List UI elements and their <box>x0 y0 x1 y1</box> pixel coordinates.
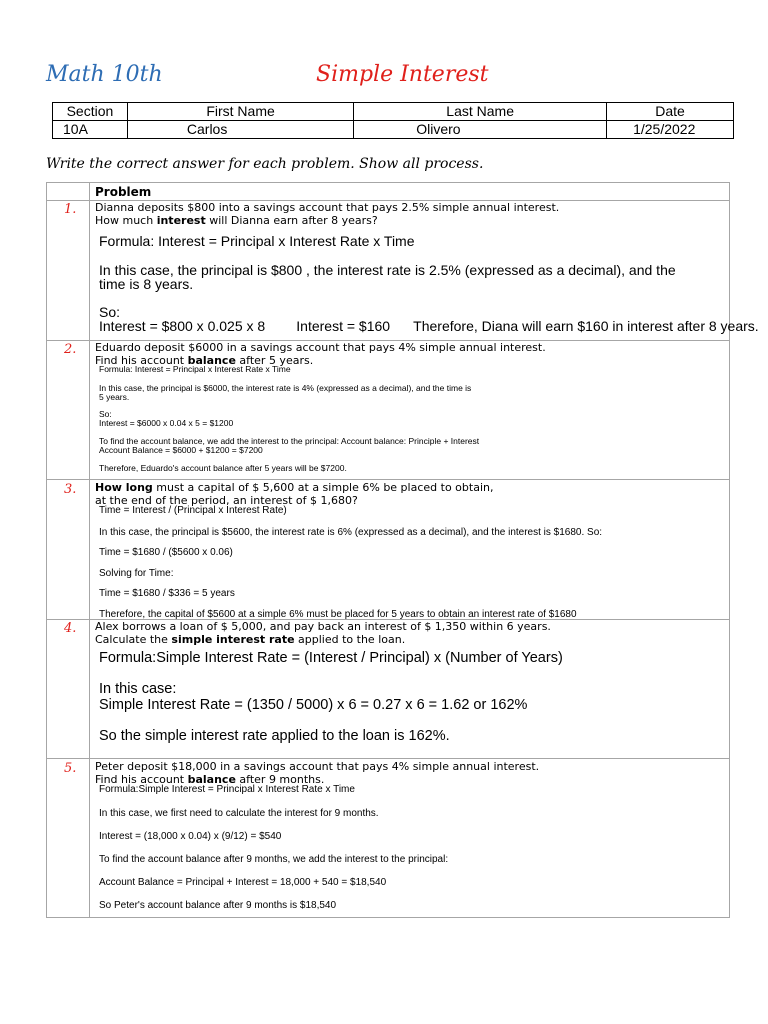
problem-1-answer-line: So: <box>99 304 121 320</box>
problem-3-answer-formula: Time = Interest / (Principal x Interest Rate) <box>99 505 287 516</box>
student-info-table <box>52 102 734 139</box>
problem-3-question <box>95 481 493 507</box>
question-text: Find his account <box>95 354 188 367</box>
problem-5-answer-line: In this case, we first need to calculate the interest for 9 months. <box>99 808 379 819</box>
info-value-row <box>53 121 734 139</box>
question-text: Find his account <box>95 773 188 786</box>
question-text: after 5 years. <box>235 354 314 367</box>
problem-2-answer-line: So: <box>99 409 112 419</box>
date-header: Date <box>607 103 734 121</box>
question-emphasis: How long <box>95 481 153 494</box>
problem-5-answer-conclusion: So Peter's account balance after 9 months is $18,540 <box>99 900 337 911</box>
row-divider <box>47 479 729 480</box>
problem-2-question-line-1: Eduardo deposit $6000 in a savings account that pays 4% simple annual interest. <box>95 341 546 354</box>
number-column-divider <box>89 183 90 917</box>
problem-column-header: Problem <box>95 185 152 199</box>
question-text: must a capital of $ 5,600 at a simple 6% be placed to obtain, <box>152 481 494 494</box>
question-text: How much <box>95 214 157 227</box>
problem-5-question-line-1: Peter deposit $18,000 in a savings account that pays 4% simple annual interest. <box>95 760 540 773</box>
question-text: Calculate the <box>95 633 172 646</box>
first-name-value: Carlos <box>127 121 353 139</box>
problem-3-answer-conclusion: Therefore, the capital of $5600 at a simple 6% must be placed for 5 years to obtain an interest rate of $1680 <box>99 609 577 620</box>
problem-1-question-line-2 <box>95 214 559 227</box>
problem-3-answer-line: Solving for Time: <box>99 568 174 579</box>
problem-4-answer-conclusion: So the simple interest rate applied to the loan is 162%. <box>99 728 450 744</box>
question-emphasis: balance <box>187 354 236 367</box>
problem-1-answer-line: time is 8 years. <box>99 276 194 292</box>
problem-3-answer-line: In this case, the principal is $5600, the interest rate is 6% (expressed as a decimal), and the interest is $1680. So: <box>99 527 603 538</box>
problem-1-question <box>95 201 559 227</box>
instructions-text: Write the correct answer for each problem. Show all process. <box>46 156 484 172</box>
problem-3-question-line-1 <box>95 481 493 494</box>
problem-3-answer-line: Time = $1680 / $336 = 5 years <box>99 588 235 599</box>
problem-2-answer-conclusion: Therefore, Eduardo's account balance after 5 years will be $7200. <box>99 463 347 473</box>
section-header: Section <box>53 103 128 121</box>
problem-1-answer-formula: Formula: Interest = Principal x Interest Rate x Time <box>99 233 415 249</box>
problem-number-5: 5. <box>64 761 77 776</box>
section-value: 10A <box>53 121 128 139</box>
problem-2-answer-line: 5 years. <box>99 392 130 402</box>
problem-4-question-line-1: Alex borrows a loan of $ 5,000, and pay back an interest of $ 1,350 within 6 years. <box>95 620 551 633</box>
problem-1-answer-result: Interest = $800 x 0.025 x 8 Interest = $160 Therefore, Diana will earn $160 in interest after 8 years. <box>99 318 759 334</box>
problem-5-question <box>95 760 539 786</box>
problem-1-answer-line: In this case, the principal is $800 , the interest rate is 2.5% (expressed as a decimal), and the <box>99 262 676 278</box>
problem-number-2: 2. <box>64 342 77 357</box>
problem-4-question <box>95 620 551 646</box>
first-name-header: First Name <box>127 103 353 121</box>
last-name-header: Last Name <box>354 103 607 121</box>
problem-3-question-line-2: at the end of the period, an interest of $ 1,680? <box>95 494 358 507</box>
problem-4-answer-formula: Formula:Simple Interest Rate = (Interest / Principal) x (Number of Years) <box>99 650 563 666</box>
problem-5-answer-line: Account Balance = Principal + Interest = 18,000 + 540 = $18,540 <box>99 877 387 888</box>
problem-number-1: 1. <box>64 202 77 217</box>
question-emphasis: simple interest rate <box>171 633 295 646</box>
date-value: 1/25/2022 <box>607 121 734 139</box>
question-text: after 9 months. <box>235 773 325 786</box>
problem-2-answer-line: To find the account balance, we add the interest to the principal: Account balance: Principle + Interest <box>99 436 480 446</box>
problem-5-answer-line: Interest = (18,000 x 0.04) x (9/12) = $540 <box>99 831 282 842</box>
row-divider <box>47 758 729 759</box>
problem-4-answer-line: In this case: <box>99 681 177 697</box>
problem-1-question-line-1: Dianna deposits $800 into a savings account that pays 2.5% simple annual interest. <box>95 201 560 214</box>
question-text: applied to the loan. <box>294 633 406 646</box>
problem-number-4: 4. <box>64 621 77 636</box>
problems-table <box>46 182 759 918</box>
question-emphasis: interest <box>156 214 206 227</box>
problem-number-3: 3. <box>64 482 77 497</box>
question-text: will Dianna earn after 8 years? <box>205 214 378 227</box>
problem-5-answer-formula: Formula:Simple Interest = Principal x Interest Rate x Time <box>99 784 355 795</box>
problem-2-answer-formula: Formula: Interest = Principal x Interest Rate x Time <box>99 364 291 374</box>
problem-2-answer-line: Account Balance = $6000 + $1200 = $7200 <box>99 445 263 455</box>
question-emphasis: balance <box>187 773 236 786</box>
problem-5-answer-line: To find the account balance after 9 months, we add the interest to the principal: <box>99 854 449 865</box>
problem-3-answer-line: Time = $1680 / ($5600 x 0.06) <box>99 547 233 558</box>
worksheet-title: Simple Interest <box>316 62 489 87</box>
subject-heading: Math 10th <box>46 62 163 87</box>
info-header-row <box>53 103 734 121</box>
problem-2-answer-line: Interest = $6000 x 0.04 x 5 = $1200 <box>99 418 234 428</box>
last-name-value: Olivero <box>354 121 607 139</box>
problem-4-answer-line: Simple Interest Rate = (1350 / 5000) x 6 = 0.27 x 6 = 1.62 or 162% <box>99 697 528 713</box>
problem-2-answer-line: In this case, the principal is $6000, the interest rate is 4% (expressed as a decimal), and the time is <box>99 383 472 393</box>
problem-4-question-line-2 <box>95 633 551 646</box>
